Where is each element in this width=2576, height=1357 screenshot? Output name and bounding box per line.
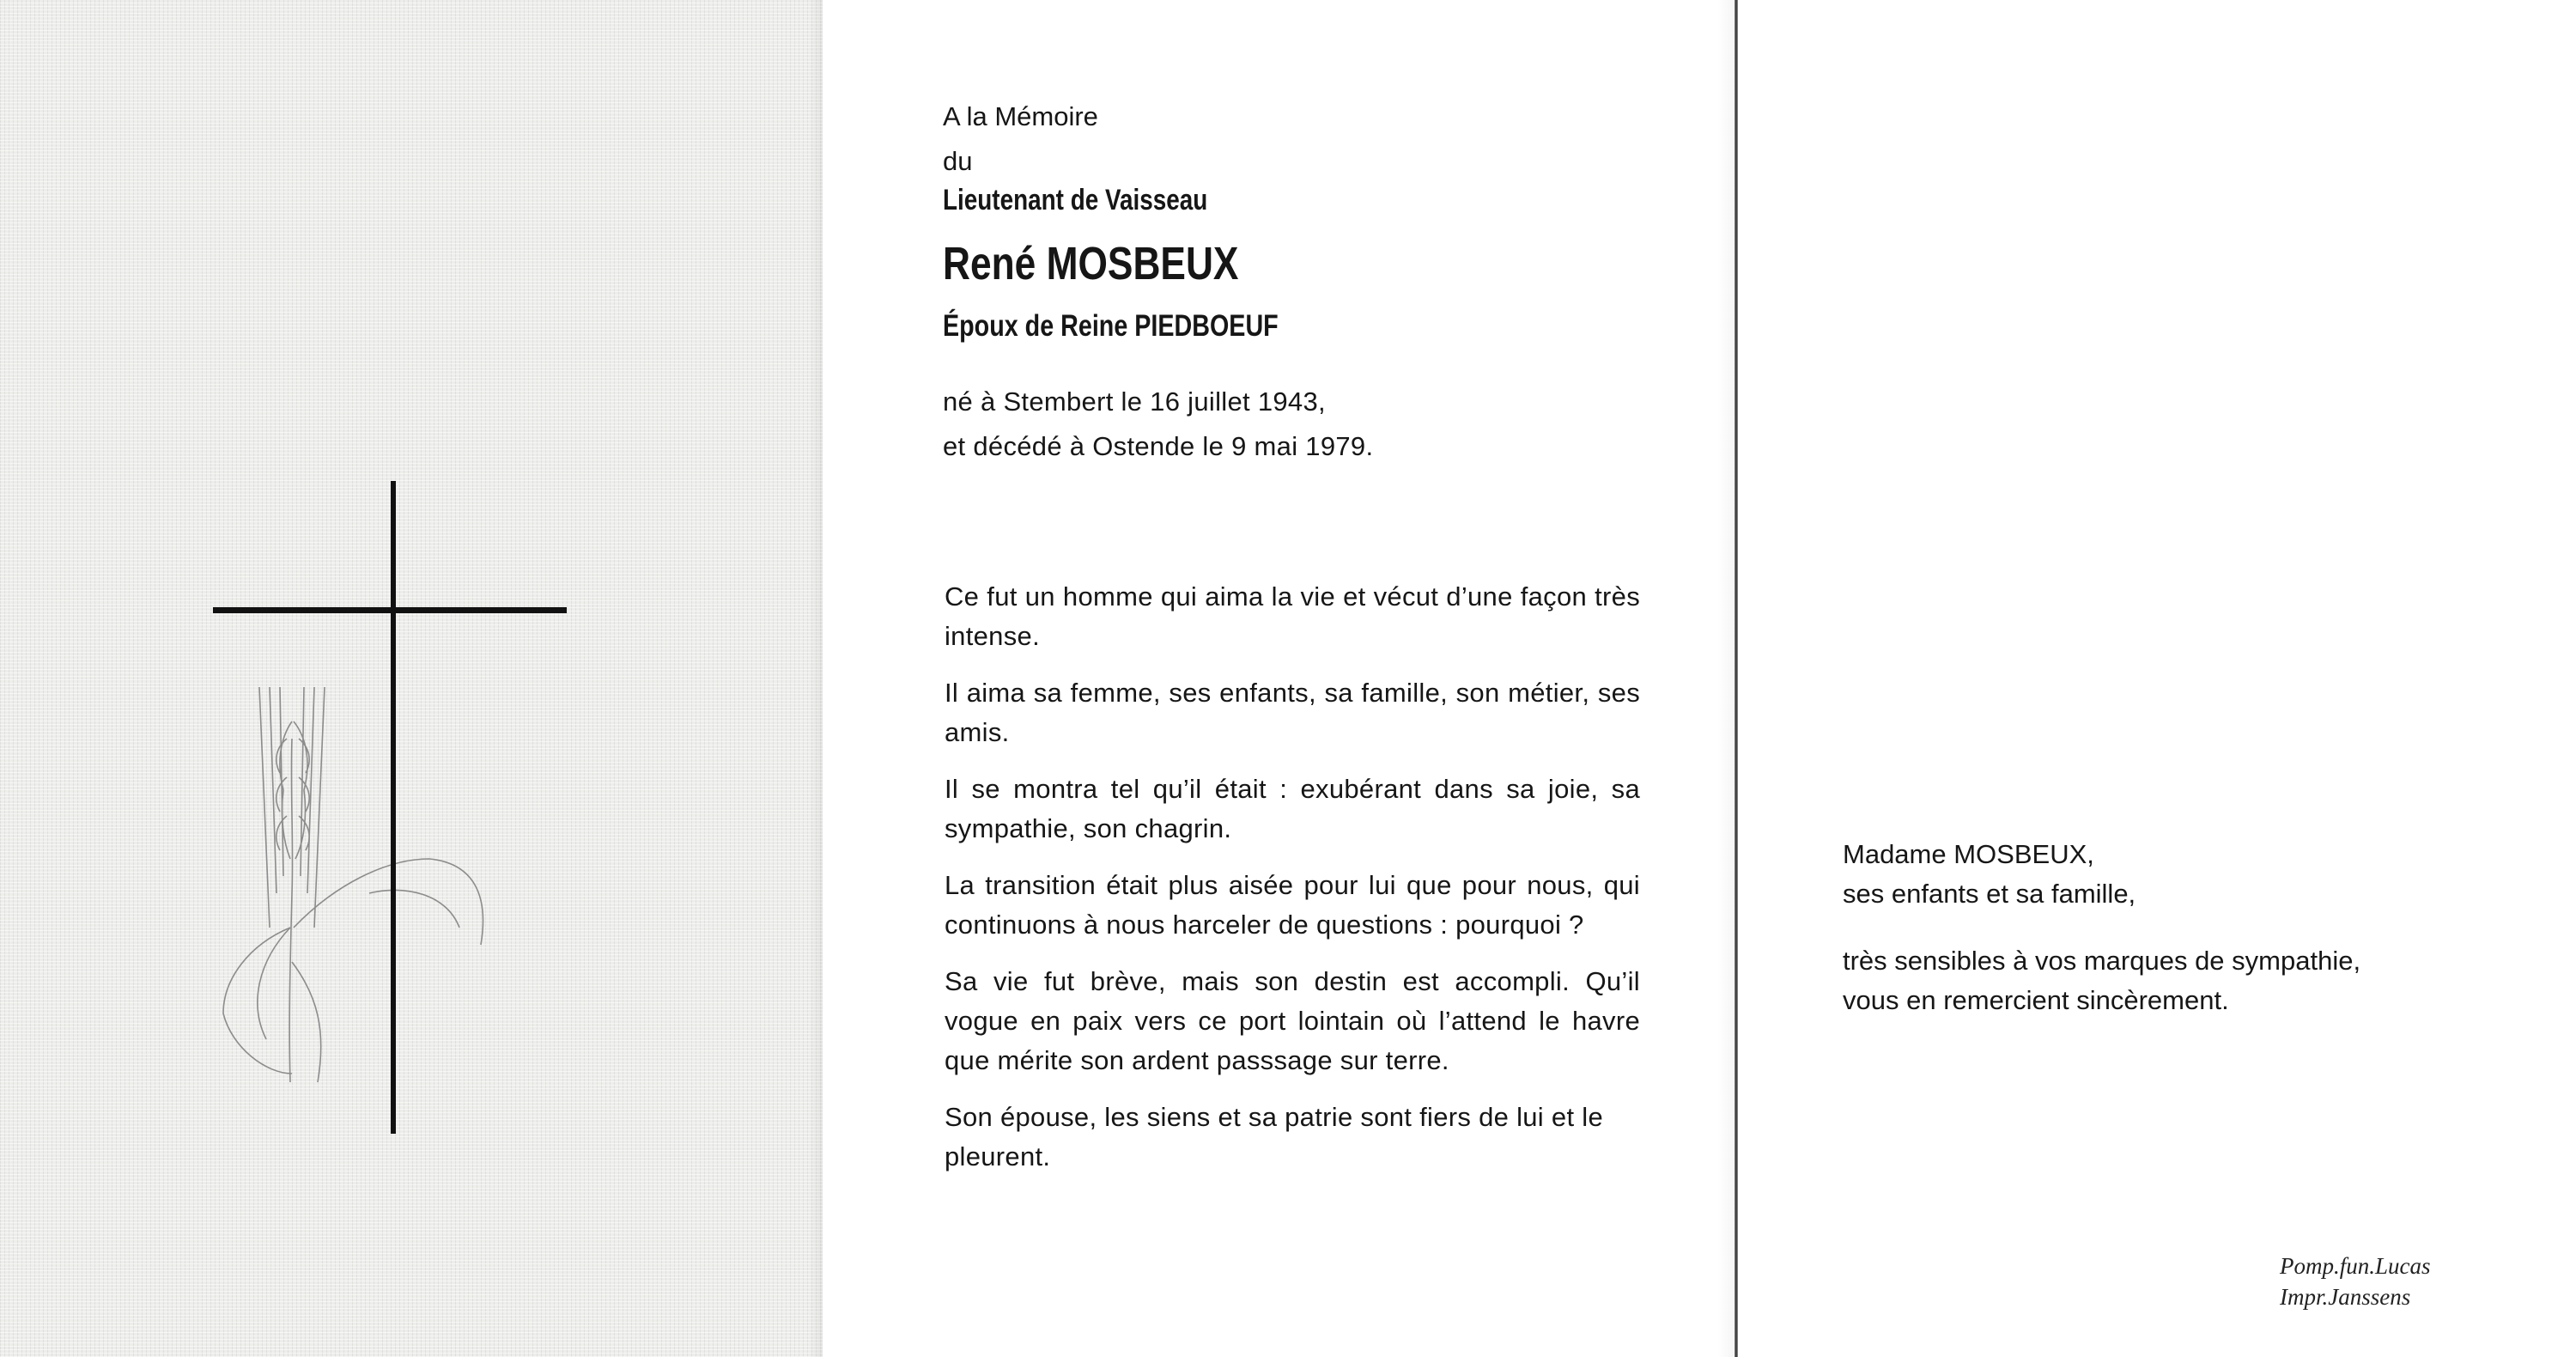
- dedication: [943, 94, 1098, 184]
- eulogy-paragraph: Il se montra tel qu’il était : exubérant dans sa joie, sa sympathie, son chagrin.: [945, 774, 1640, 843]
- death-line: et décédé à Ostende le 9 mai 1979.: [943, 431, 1374, 461]
- funeral-home-credit: Pomp.fun.Lucas: [2280, 1253, 2431, 1279]
- thanks-message: [1843, 941, 2360, 1020]
- printer-credits: [2280, 1251, 2431, 1312]
- dedication-line: du: [943, 146, 973, 176]
- cross-wheat-emblem: [197, 481, 584, 1134]
- eulogy-paragraph: Ce fut un homme qui aima la vie et vécut d’une façon très intense.: [945, 581, 1640, 651]
- eulogy: [945, 577, 1640, 1194]
- thanks-line: très sensibles à vos marques de sympathie,: [1843, 946, 2361, 976]
- thanks-line: vous en remercient sincèrement.: [1843, 985, 2229, 1015]
- rank-title: Lieutenant de Vaisseau: [943, 184, 1208, 216]
- family-line: ses enfants et sa famille,: [1843, 879, 2136, 909]
- family-block: [1843, 835, 2136, 914]
- cover-panel: [0, 0, 823, 1357]
- birth-line: né à Stembert le 16 juillet 1943,: [943, 386, 1326, 417]
- fold-shadow: [1717, 0, 1735, 1357]
- fold-line: [1735, 0, 1738, 1357]
- eulogy-paragraph: Son épouse, les siens et sa patrie sont fiers de lui et le pleurent.: [945, 1102, 1603, 1171]
- cross-icon: [213, 481, 567, 1134]
- family-line: Madame MOSBEUX,: [1843, 839, 2094, 869]
- spouse-line: Époux de Reine PIEDBOEUF: [943, 309, 1279, 343]
- eulogy-paragraph: Sa vie fut brève, mais son destin est accompli. Qu’il vogue en paix vers ce port lointain où l’attend le havre que mérite son ardent passsage sur terre.: [945, 966, 1640, 1075]
- life-dates: [943, 380, 1373, 469]
- printer-credit: Impr.Janssens: [2280, 1284, 2411, 1310]
- eulogy-paragraph: La transition était plus aisée pour lui que pour nous, qui continuons à nous harceler de questions : pourquoi ?: [945, 870, 1640, 940]
- dedication-line: A la Mémoire: [943, 101, 1098, 131]
- eulogy-paragraph: Il aima sa femme, ses enfants, sa famille, son métier, ses amis.: [945, 678, 1640, 747]
- deceased-name: René MOSBEUX: [943, 238, 1239, 289]
- wheat-icon: [223, 687, 483, 1082]
- thanks-panel: [1740, 0, 2576, 1357]
